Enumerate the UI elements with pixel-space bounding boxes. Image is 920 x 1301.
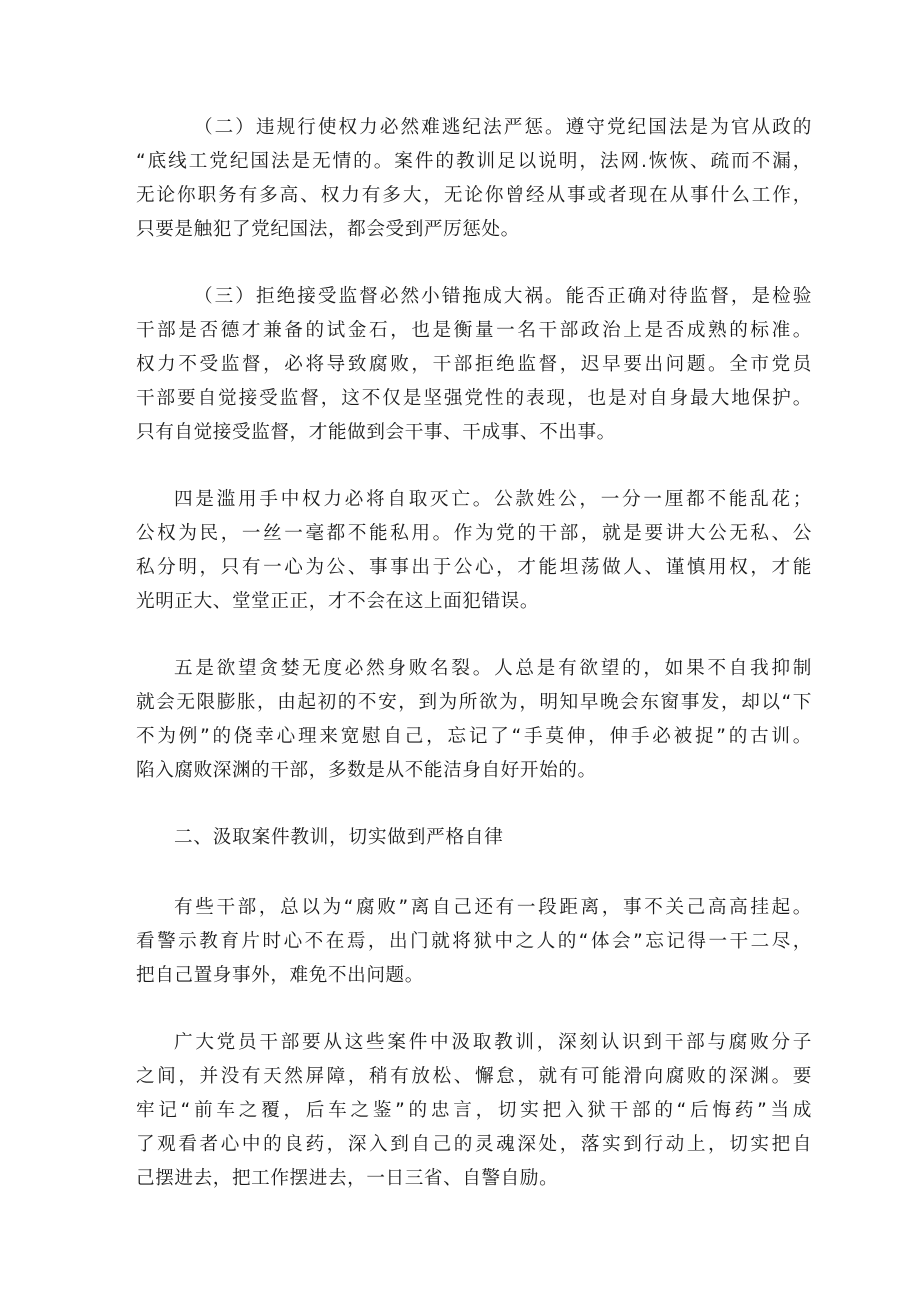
paragraph-line: （二）违规行使权力必然难逃纪法严惩。遵守党纪国法是为官从政的 [194, 117, 812, 138]
section-heading-text: 二、汲取案件教训，切实做到严格自律 [174, 827, 504, 848]
paragraph-line: 公权为民，一丝一毫都不能私用。作为党的干部，就是要讲大公无私、公 [136, 523, 812, 544]
paragraph-line: 不为例”的侥幸心理来宽慰自己，忘记了“手莫伸，伸手必被捉”的古训。 [136, 726, 812, 747]
paragraph-line: 了观看者心中的良药，深入到自己的灵魂深处，落实到行动上，切实把自 [136, 1134, 812, 1155]
paragraph-line: 己摆进去，把工作摆进去，一日三省、自警自励。 [136, 1168, 559, 1189]
paragraph-line: 干部是否德才兼备的试金石，也是衡量一名干部政治上是否成熟的标准。 [136, 320, 812, 341]
paragraph-line: 只有自觉接受监督，才能做到会干事、干成事、不出事。 [136, 422, 616, 443]
paragraph-learn-lessons [136, 1026, 812, 1196]
paragraph-line: 就会无限膨胀，由起初的不安，到为所欲为，明知早晚会东窗事发，却以“下 [136, 692, 812, 713]
paragraph-line: 之间，并没有天然屏障，稍有放松、懈怠，就有可能滑向腐败的深渊。要 [136, 1066, 812, 1087]
paragraph-line: 把自己置身事外，难免不出问题。 [136, 965, 424, 986]
paragraph-distance-from-corruption [136, 891, 812, 993]
paragraph-line: 陷入腐败深渊的干部，多数是从不能洁身自好开始的。 [136, 760, 597, 781]
paragraph-line: 广大党员干部要从这些案件中汲取教训，深刻认识到干部与腐败分子 [174, 1032, 812, 1053]
paragraph-unchecked-greed [136, 652, 812, 788]
paragraph-line: “底线工党纪国法是无情的。案件的教训足以说明，法网.恢恢、疏而不漏， [136, 151, 812, 172]
paragraph-line: 只要是触犯了党纪国法，都会受到严厉惩处。 [136, 219, 520, 240]
paragraph-refusing-supervision [136, 280, 812, 450]
section-heading [136, 821, 812, 855]
paragraph-line: 看警示教育片时心不在焉，出门就将狱中之人的“体会”忘记得一干二尽， [136, 931, 812, 952]
paragraph-abuse-of-power [136, 483, 812, 619]
paragraph-line: 权力不受监督，必将导致腐败，干部拒绝监督，迟早要出问题。全市党员 [136, 354, 812, 375]
paragraph-line: （三）拒绝接受监督必然小错拖成大祸。能否正确对待监督，是检验 [194, 286, 812, 307]
paragraph-line: 光明正大、堂堂正正，才不会在这上面犯错误。 [136, 591, 540, 612]
paragraph-line: 私分明，只有一心为公、事事出于公心，才能坦荡做人、谨慎用权，才能 [136, 557, 812, 578]
paragraph-line: 干部要自觉接受监督，这不仅是坚强党性的表现，也是对自身最大地保护。 [136, 388, 812, 409]
paragraph-line: 有些干部，总以为“腐败”离自己还有一段距离，事不关己高高挂起。 [174, 897, 812, 918]
paragraph-line: 四是滥用手中权力必将自取灭亡。公款姓公，一分一厘都不能乱花； [174, 489, 812, 510]
paragraph-line: 五是欲望贪婪无度必然身败名裂。人总是有欲望的，如果不自我抑制 [174, 658, 812, 679]
paragraph-violation-of-power [136, 111, 812, 247]
paragraph-line: 无论你职务有多高、权力有多大，无论你曾经从事或者现在从事什么工作， [136, 185, 812, 206]
paragraph-line: 牢记“前车之覆，后车之鉴”的忠言，切实把入狱干部的“后悔药”当成 [136, 1100, 812, 1121]
